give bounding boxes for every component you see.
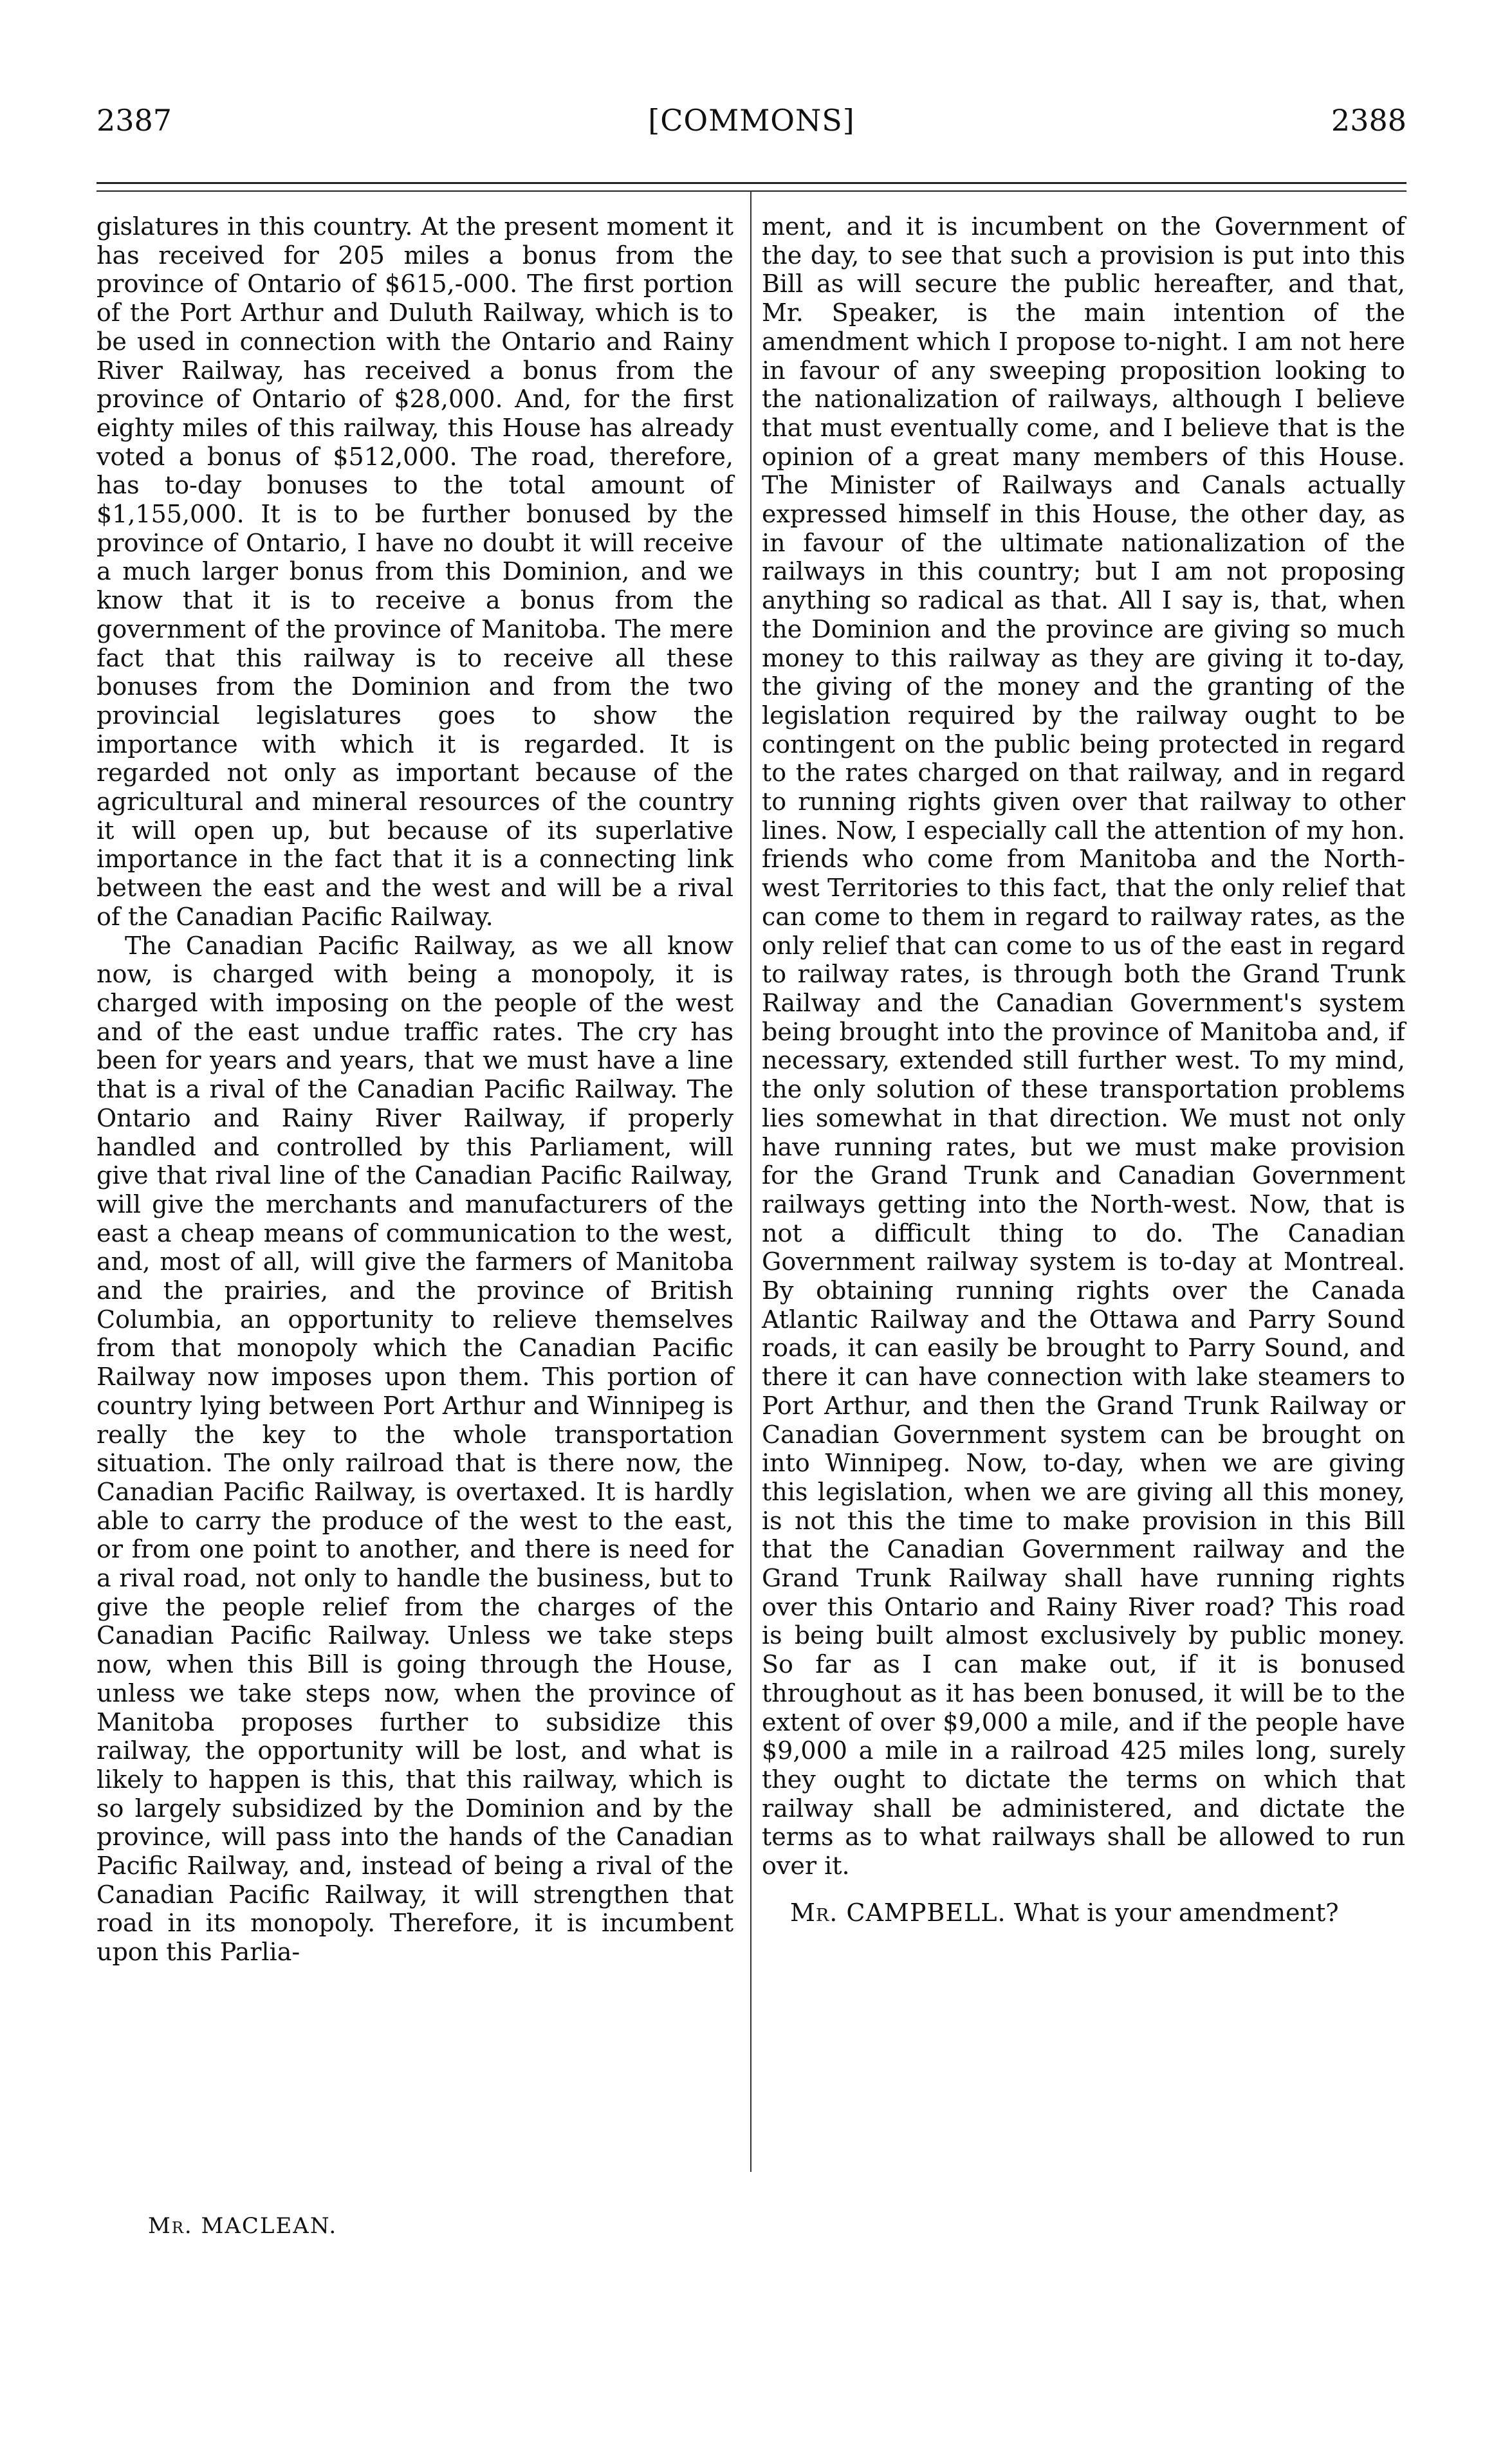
speaker-text: What is your amendment? <box>1013 1898 1339 1927</box>
page-header <box>97 103 1406 148</box>
speaker-paragraph <box>762 1899 1405 1927</box>
page-number-left: 2387 <box>97 103 172 138</box>
footer-speaker: Mr. MACLEAN. <box>148 2213 338 2239</box>
left-paragraph-2: The Canadian Pacific Railway, as we all know now, is charged with being a monopoly, it is charged with imposing on the people of the west and of the east undue traffic rates. The cry has been for years and years, that we must have a line that is a rival of the Canadian Pacific Railway. The Ontario and Rainy River Railway, if properly handled and controlled by this Parliament, will give that rival line of the Canadian Pacific Railway, will give the merchants and manufacturers of the east a cheap means of communication to the west, and, most of all, will give the farmers of Manitoba and the prairies, and the province of British Columbia, an opportunity to relieve themselves from that monopoly which the Canadian Pacific Railway now imposes upon them. This portion of country lying between Port Arthur and Winnipeg is really the key to the whole transportation situation. The only railroad that is there now, the Canadian Pacific Railway, is overtaxed. It is hardly able to carry the produce of the west to the east, or from one point to another, and there is need for a rival road, not only to handle the business, but to give the people relief from the charges of the Canadian Pacific Railway. Unless we take steps now, when this Bill is going through the House, unless we take steps now, when the province of Manitoba proposes further to subsidize this railway, the opportunity will be lost, and what is likely to happen is this, that this railway, which is so largely subsidized by the Dominion and by the province, will pass into the hands of the Canadian Pacific Railway, and, instead of being a rival of the Canadian Pacific Railway, it will strengthen that road in its monopoly. Therefore, it is incumbent upon this Parlia- <box>97 931 733 1967</box>
column-divider <box>750 190 752 2172</box>
right-column <box>762 212 1405 1951</box>
header-rule <box>97 182 1406 184</box>
speaker-name: Mr. CAMPBELL. <box>790 1898 1006 1927</box>
page-number-right: 2388 <box>1331 103 1406 138</box>
left-column <box>97 212 733 1967</box>
right-paragraph-1: ment, and it is incumbent on the Government of the day, to see that such a provision is put into this Bill as will secure the public hereafter, and that, Mr. Speaker, is the main intention of the amendment which I propose to-night. I am not here in favour of any sweeping proposition looking to the nationalization of railways, although I believe that must eventually come, and I believe that is the opinion of a great many members of this House. The Minister of Railways and Canals actually expressed himself in this House, the other day, as in favour of the ultimate nationalization of the railways in this country; but I am not proposing anything so radical as that. All I say is, that, when the Dominion and the province are giving so much money to this railway as they are giving it to-day, the giving of the money and the granting of the legislation required by the railway ought to be contingent on the public being protected in regard to the rates charged on that railway, and in regard to running rights given over that railway to other lines. Now, I especially call the attention of my hon. friends who come from Manitoba and the North-west Territories to this fact, that the only relief that can come to them in regard to railway rates, as the only relief that can come to us of the east in regard to railway rates, is through both the Grand Trunk Railway and the Canadian Government's system being brought into the province of Manitoba and, if necessary, extended still further west. To my mind, the only solution of these transportation problems lies somewhat in that direction. We must not only have running rates, but we must make provision for the Grand Trunk and Canadian Government railways getting into the North-west. Now, that is not a difficult thing to do. The Canadian Government railway system is to-day at Montreal. By obtaining running rights over the Canada Atlantic Railway and the Ottawa and Parry Sound roads, it can easily be brought to Parry Sound, and there it can have connection with lake steamers to Port Arthur, and then the Grand Trunk Railway or Canadian Government system can be brought on into Winnipeg. Now, to-day, when we are giving this legislation, when we are giving all this money, is not this the time to make provision in this Bill that the Canadian Government railway and the Grand Trunk Railway shall have running rights over this Ontario and Rainy River road? This road is being built almost exclusively by public money. So far as I can make out, if it is bonused throughout as it has been bonused, it will be to the extent of over $9,000 a mile, and if the people have $9,000 a mile in a railroad 425 miles long, surely they ought to dictate the terms on which that railway shall be administered, and dictate the terms as to what railways shall be allowed to run over it. <box>762 212 1405 1880</box>
header-rule-secondary <box>97 190 1406 192</box>
page-title: [COMMONS] <box>648 103 855 138</box>
left-paragraph-1: gislatures in this country. At the present moment it has received for 205 miles a bonus from the province of Ontario of $615,-000. The first portion of the Port Arthur and Duluth Railway, which is to be used in connection with the Ontario and Rainy River Railway, has received a bonus from the province of Ontario of $28,000. And, for the first eighty miles of this railway, this House has already voted a bonus of $512,000. The road, therefore, has to-day bonuses to the total amount of $1,155,000. It is to be further bonused by the province of Ontario, I have no doubt it will receive a much larger bonus from this Dominion, and we know that it is to receive a bonus from the government of the province of Manitoba. The mere fact that this railway is to receive all these bonuses from the Dominion and from the two provincial legislatures goes to show the importance with which it is regarded. It is regarded not only as important because of the agricultural and mineral resources of the country it will open up, but because of its superlative importance in the fact that it is a connecting link between the east and the west and will be a rival of the Canadian Pacific Railway. <box>97 212 733 931</box>
